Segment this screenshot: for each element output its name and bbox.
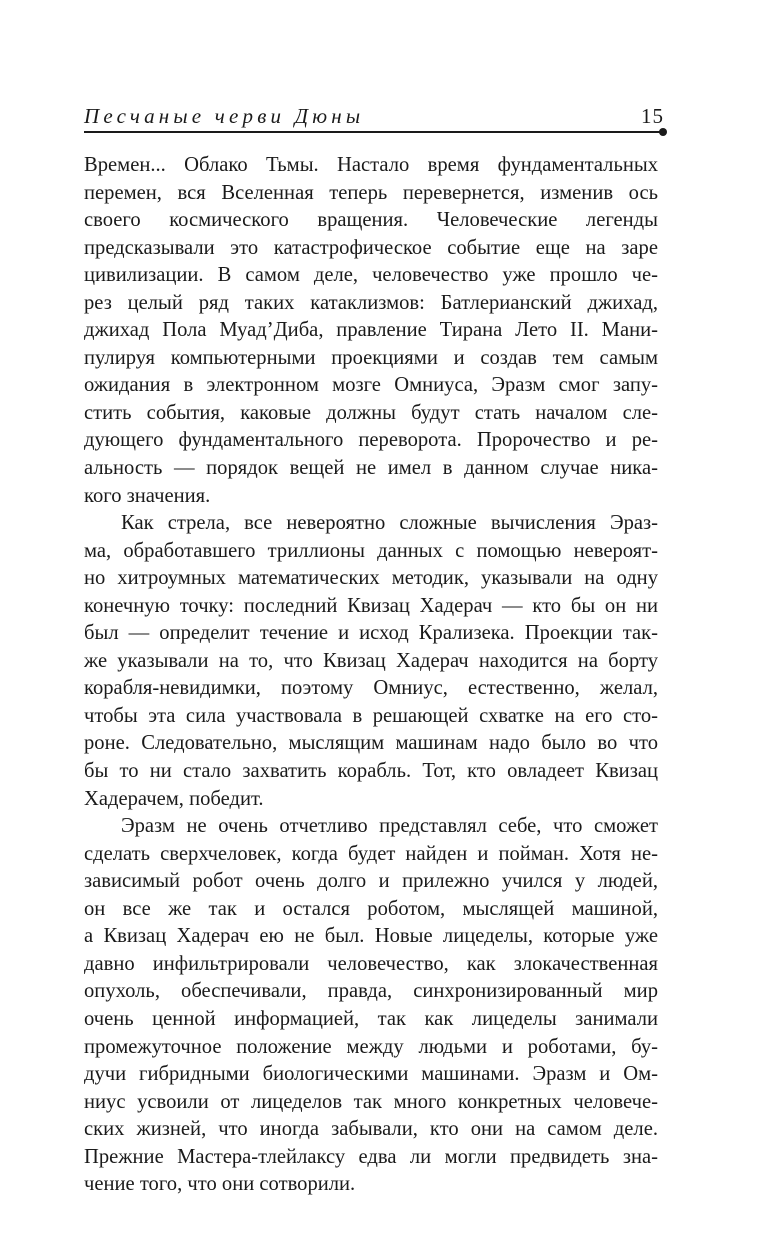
text-line: ожидания в электронном мозге Омниуса, Эразм смог запу- xyxy=(84,374,658,397)
text-line: конечную точку: последний Квизац Хадерач — кто бы он ни xyxy=(84,594,658,617)
text-line: очень ценной информацией, так как лицеделы занимали xyxy=(84,1007,658,1030)
text-line: Хадерачем, победит. xyxy=(84,787,264,810)
body-text xyxy=(84,152,658,1199)
text-line: цивилизации. В самом деле, человечество уже прошло че- xyxy=(84,264,658,287)
text-line: Как стрела, все невероятно сложные вычисления Эраз- xyxy=(121,512,658,535)
text-line: Эразм не очень отчетливо представлял себе, что сможет xyxy=(121,815,658,838)
running-title: Песчаные черви Дюны xyxy=(84,104,365,128)
paragraph-2 xyxy=(84,510,658,813)
text-line: корабля-невидимки, поэтому Омниус, естественно, желал, xyxy=(84,677,658,700)
text-line: джихад Пола Муад’Диба, правление Тирана Лето II. Мани- xyxy=(84,319,658,342)
text-line: промежуточное положение между людьми и роботами, бу- xyxy=(84,1035,658,1058)
rule-end-mark xyxy=(659,128,667,136)
text-line: но хитроумных математических методик, указывали на одну xyxy=(84,567,658,590)
text-line: ма, обработавшего триллионы данных с помощью невероят- xyxy=(84,539,658,562)
text-line: кого значения. xyxy=(84,484,211,507)
text-line: Прежние Мастера-тлейлаксу едва ли могли предвидеть зна- xyxy=(84,1145,658,1168)
text-line: предсказывали это катастрофическое событие еще на заре xyxy=(84,236,658,259)
text-line: сделать сверхчеловек, когда будет найден и пойман. Хотя не- xyxy=(84,842,658,865)
text-line: ских жизней, что иногда забывали, кто они на самом деле. xyxy=(84,1118,658,1141)
text-line: перемен, вся Вселенная теперь перевернется, изменив ось xyxy=(84,181,658,204)
paragraph-1 xyxy=(84,152,658,510)
text-line: был — определит течение и исход Крализека. Проекции так- xyxy=(84,622,658,645)
text-line: а Квизац Хадерач ею не был. Новые лицеделы, которые уже xyxy=(84,925,658,948)
text-line: своего космического вращения. Человеческие легенды xyxy=(84,209,658,232)
text-line: зависимый робот очень долго и прилежно учился у людей, xyxy=(84,870,658,893)
text-line: роне. Следовательно, мыслящим машинам надо было во что xyxy=(84,732,658,755)
text-line: дучи гибридными биологическими машинами. Эразм и Ом- xyxy=(84,1063,658,1086)
text-line: чтобы эта сила участвовала в решающей схватке на его сто- xyxy=(84,704,658,727)
text-line: чение того, что они сотворили. xyxy=(84,1173,356,1196)
text-line: пулируя компьютерными проекциями и создав тем самым xyxy=(84,346,658,369)
text-line: дующего фундаментального переворота. Пророчество и ре- xyxy=(84,429,658,452)
text-line: Времен... Облако Тьмы. Настало время фундаментальных xyxy=(84,154,658,176)
text-line: рез целый ряд таких катаклизмов: Батлерианский джихад, xyxy=(84,291,658,314)
header-rule xyxy=(84,131,662,133)
running-header xyxy=(84,100,668,130)
page-number: 15 xyxy=(641,104,664,128)
text-line: ниус усвоили от лицеделов так много конкретных человече- xyxy=(84,1090,658,1113)
text-line: же указывали на то, что Квизац Хадерач находится на борту xyxy=(84,649,658,672)
text-line: стить события, каковые должны будут стать началом сле- xyxy=(84,401,658,424)
text-line: альность — порядок вещей не имел в данном случае ника- xyxy=(84,457,658,480)
text-line: опухоль, обеспечивали, правда, синхронизированный мир xyxy=(84,980,658,1003)
text-line: давно инфильтрировали человечество, как злокачественная xyxy=(84,952,658,975)
text-line: бы то ни стало захватить корабль. Тот, кто овладеет Квизац xyxy=(84,760,658,783)
paragraph-3 xyxy=(84,813,658,1199)
text-line: он все же так и остался роботом, мыслящей машиной, xyxy=(84,897,658,920)
